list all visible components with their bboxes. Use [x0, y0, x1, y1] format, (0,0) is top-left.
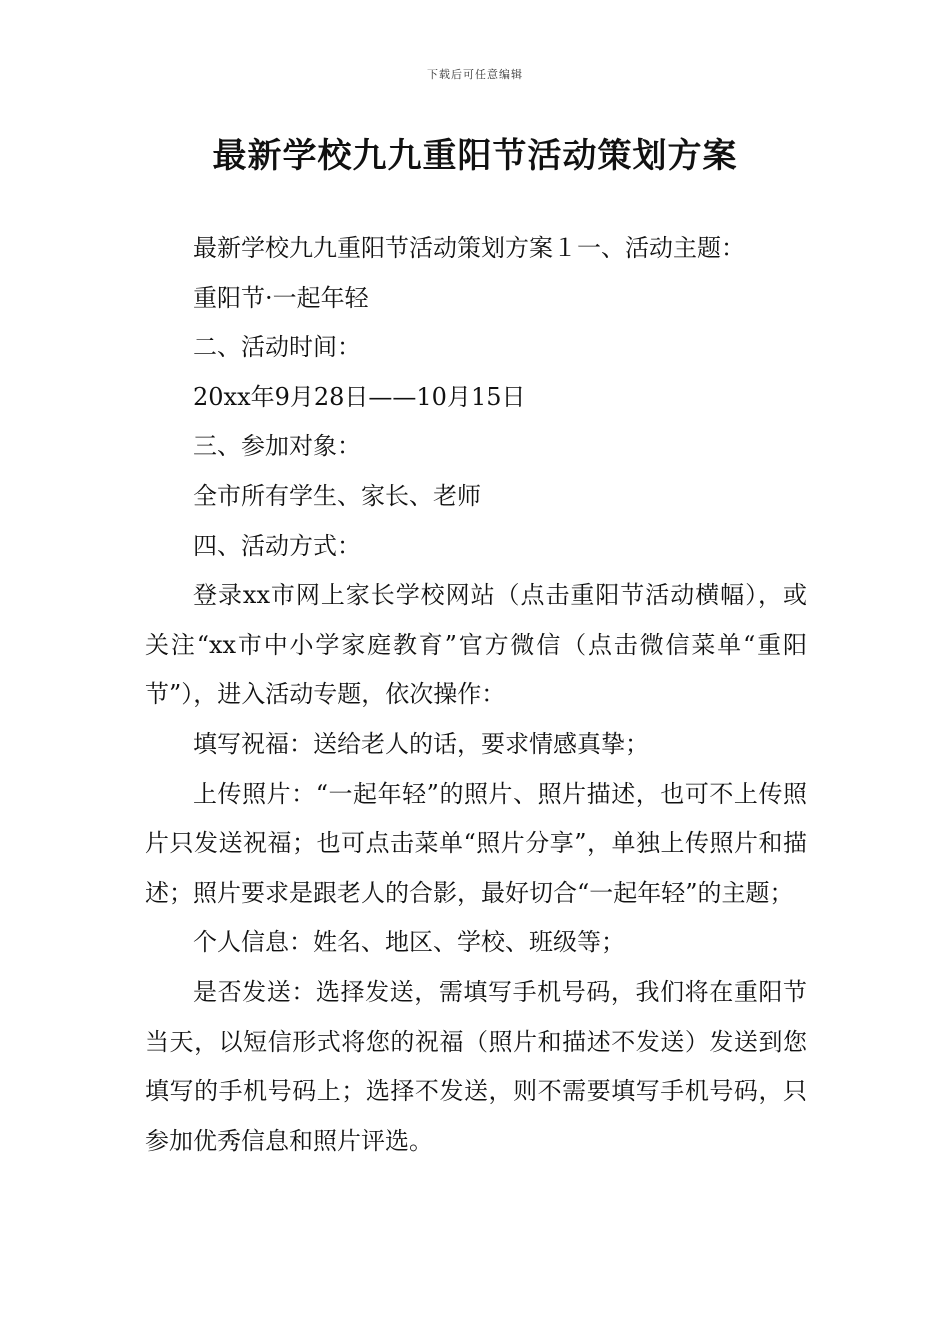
- paragraph-method-info: 个人信息：姓名、地区、学校、班级等；: [193, 928, 625, 957]
- paragraph-method-photo: 上传照片：“一起年轻”的照片、照片描述，也可不上传照片只发送祝福；也可点击菜单“照片分享”，单独上传照片和描述；照片要求是跟老人的合影，最好切合“一起年轻”的主题；: [145, 779, 807, 907]
- paragraph-participants-heading: 三、参加对象：: [193, 432, 361, 461]
- paragraph-participants-value: 全市所有学生、家长、老师: [193, 481, 481, 510]
- paragraph-time-heading: 二、活动时间：: [193, 333, 361, 362]
- document-body: [145, 224, 807, 1166]
- paragraph-method-send: 是否发送：选择发送，需填写手机号码，我们将在重阳节当天，以短信形式将您的祝福（照片和描述不发送）发送到您填写的手机号码上；选择不发送，则不需要填写手机号码，只参加优秀信息和照片评选。: [145, 977, 807, 1155]
- document-title: 最新学校九九重阳节活动策划方案: [212, 136, 738, 176]
- paragraph-method-heading: 四、活动方式：: [193, 531, 361, 560]
- paragraph-method-blessing: 填写祝福：送给老人的话，要求情感真挚；: [193, 729, 649, 758]
- paragraph-method-login: 登录xx市网上家长学校网站（点击重阳节活动横幅），或关注“xx市中小学家庭教育”官方微信（点击微信菜单“重阳节”），进入活动专题，依次操作：: [145, 581, 807, 709]
- paragraph-theme-value: 重阳节·一起年轻: [193, 283, 369, 312]
- paragraph-theme-heading: 最新学校九九重阳节活动策划方案１一、活动主题：: [193, 234, 745, 262]
- page-header-note: 下载后可任意编辑: [427, 68, 523, 81]
- paragraph-time-value: 20xx年9月28日——10月15日: [193, 382, 526, 411]
